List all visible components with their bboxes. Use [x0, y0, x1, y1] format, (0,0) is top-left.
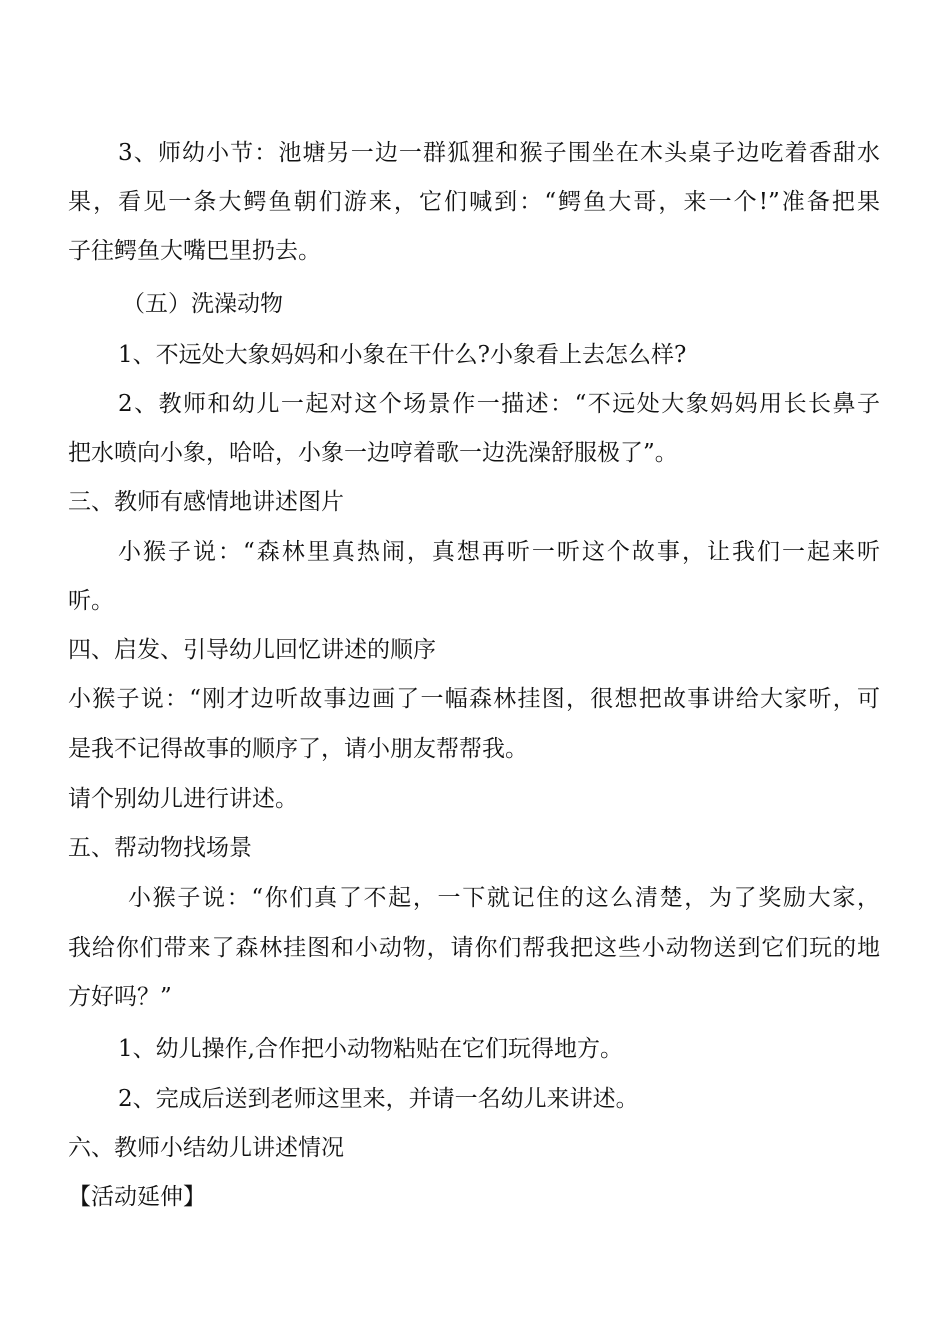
- paragraph-line: 果，看见一条大鳄鱼朝们游来，它们喊到：“鳄鱼大哥，来一个!”准备把果: [68, 189, 880, 215]
- paragraph-line: 1、不远处大象妈妈和小象在干什么?小象看上去怎么样?: [118, 342, 687, 368]
- paragraph-line: 把水喷向小象，哈哈，小象一边哼着歌一边洗澡舒服极了”。: [68, 440, 678, 466]
- paragraph-line: 小猴子说：“森林里真热闹，真想再听一听这个故事，让我们一起来听: [118, 539, 880, 565]
- section-heading: 六、教师小结幼儿讲述情况: [68, 1135, 344, 1161]
- paragraph-line: 2、教师和幼儿一起对这个场景作一描述：“不远处大象妈妈用长长鼻子: [118, 391, 880, 417]
- section-heading: 五、帮动物找场景: [68, 835, 252, 861]
- paragraph-line: 我给你们带来了森林挂图和小动物，请你们帮我把这些小动物送到它们玩的地: [68, 935, 880, 961]
- section-heading: 三、教师有感情地讲述图片: [68, 489, 344, 515]
- paragraph-line: 3、师幼小节：池塘另一边一群狐狸和猴子围坐在木头桌子边吃着香甜水: [118, 140, 880, 166]
- paragraph-line: 1、幼儿操作,合作把小动物粘贴在它们玩得地方。: [118, 1036, 623, 1062]
- paragraph-line: 子往鳄鱼大嘴巴里扔去。: [68, 238, 321, 264]
- paragraph-line: 小猴子说：“刚才边听故事边画了一幅森林挂图，很想把故事讲给大家听，可: [68, 686, 880, 712]
- section-heading: （五）洗澡动物: [122, 291, 283, 317]
- paragraph-line: 是我不记得故事的顺序了，请小朋友帮帮我。: [68, 736, 528, 762]
- section-heading: 【活动延伸】: [68, 1184, 206, 1210]
- paragraph-line: 请个别幼儿进行讲述。: [68, 786, 298, 812]
- paragraph-line: 听。: [68, 588, 114, 614]
- paragraph-line: 小猴子说：“你们真了不起，一下就记住的这么清楚，为了奖励大家，: [128, 885, 880, 911]
- paragraph-line: 2、完成后送到老师这里来，并请一名幼儿来讲述。: [118, 1086, 639, 1112]
- section-heading: 四、启发、引导幼儿回忆讲述的顺序: [68, 637, 436, 663]
- paragraph-line: 方好吗？”: [68, 984, 172, 1010]
